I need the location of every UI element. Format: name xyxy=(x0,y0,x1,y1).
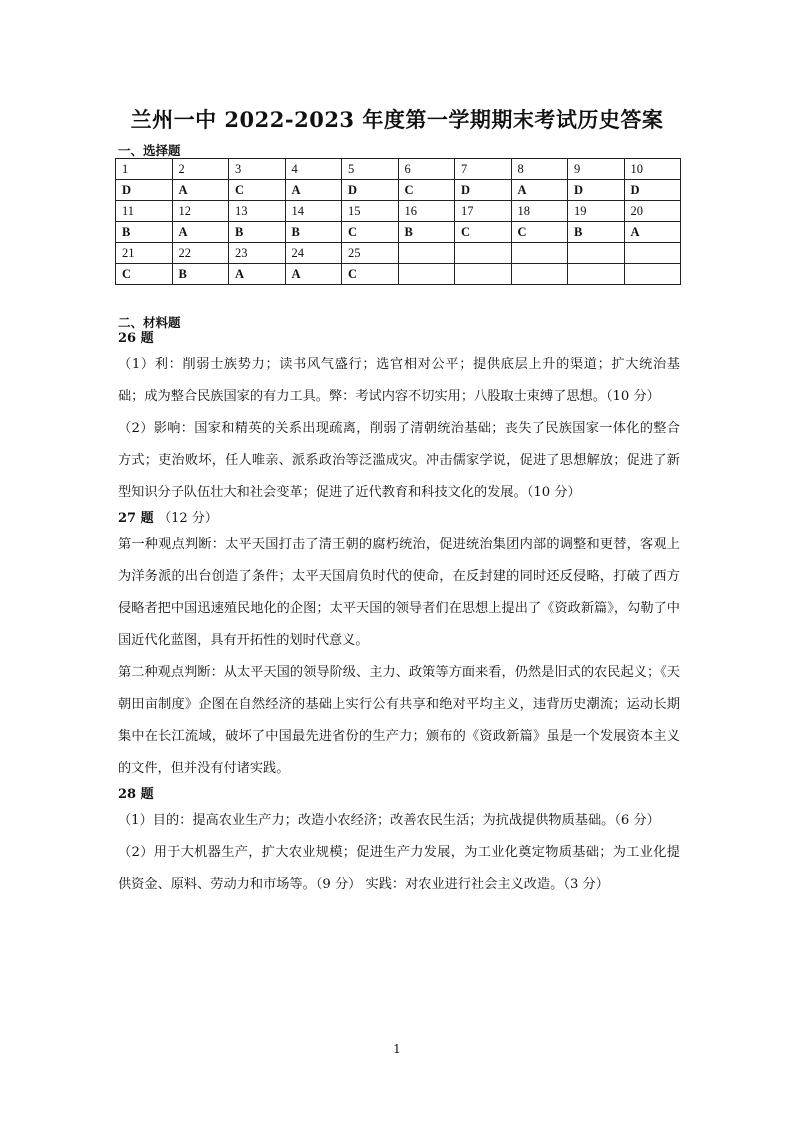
answer-row xyxy=(116,264,681,285)
question-number-cell: 3 xyxy=(229,159,286,180)
answer-cell: A xyxy=(285,180,342,201)
answer-cell: C xyxy=(455,222,512,243)
answer-cell: A xyxy=(172,222,229,243)
answer-cell xyxy=(624,264,681,285)
question-number-cell: 10 xyxy=(624,159,681,180)
question-number-cell: 1 xyxy=(116,159,173,180)
answer-cell: B xyxy=(229,222,286,243)
question-28-heading: 28 题 xyxy=(118,787,154,802)
question-number-cell: 12 xyxy=(172,201,229,222)
answer-cell: C xyxy=(511,222,568,243)
answer-cell: D xyxy=(568,180,625,201)
question-number-cell: 7 xyxy=(455,159,512,180)
answer-cell: B xyxy=(285,222,342,243)
answer-cell: C xyxy=(398,180,455,201)
question-number-cell: 13 xyxy=(229,201,286,222)
number-row xyxy=(116,243,681,264)
answer-table xyxy=(115,158,681,285)
question-number-cell: 16 xyxy=(398,201,455,222)
question-number-cell: 15 xyxy=(342,201,399,222)
page-title: 兰州一中 2022-2023 年度第一学期期末考试历史答案 xyxy=(130,107,664,132)
number-row xyxy=(116,201,681,222)
question-number-cell: 25 xyxy=(342,243,399,264)
answer-row xyxy=(116,180,681,201)
question-number-cell: 20 xyxy=(624,201,681,222)
question-27-points: （12 分） xyxy=(158,511,218,526)
answer-cell: D xyxy=(624,180,681,201)
question-number-cell xyxy=(455,243,512,264)
question-number-cell: 9 xyxy=(568,159,625,180)
question-number-cell: 21 xyxy=(116,243,173,264)
question-number-cell: 18 xyxy=(511,201,568,222)
question-number-cell: 5 xyxy=(342,159,399,180)
page-number: 1 xyxy=(393,1042,401,1056)
question-26-part-2: （2）影响：国家和精英的关系出现疏离，削弱了清朝统治基础；丧失了民族国家一体化的整合方式；吏治败坏，任人唯亲、派系政治等泛滥成灾。冲击儒家学说，促进了思想解放；促进了新型知识分子队伍壮大和社会变革；促进了近代教育和科技文化的发展。（10 分） xyxy=(118,421,680,500)
answer-cell: C xyxy=(116,264,173,285)
question-number-cell: 11 xyxy=(116,201,173,222)
answer-cell: D xyxy=(342,180,399,201)
question-26-part-1: （1）利：削弱士族势力；读书风气盛行；选官相对公平；提供底层上升的渠道；扩大统治基础；成为整合民族国家的有力工具。弊：考试内容不切实用；八股取士束缚了思想。（10 分） xyxy=(118,357,680,404)
number-row xyxy=(116,159,681,180)
answer-cell: C xyxy=(342,264,399,285)
question-number-cell: 8 xyxy=(511,159,568,180)
answer-cell: A xyxy=(229,264,286,285)
question-number-cell: 19 xyxy=(568,201,625,222)
question-number-cell: 2 xyxy=(172,159,229,180)
answer-cell xyxy=(398,264,455,285)
question-number-cell: 17 xyxy=(455,201,512,222)
question-number-cell xyxy=(624,243,681,264)
question-number-cell: 22 xyxy=(172,243,229,264)
answer-cell: D xyxy=(116,180,173,201)
question-27-view-1: 第一种观点判断：太平天国打击了清王朝的腐朽统治，促进统治集团内部的调整和更替，客观上为洋务派的出台创造了条件；太平天国肩负时代的使命，在反封建的同时还反侵略，打破了西方侵略者把中国迅速殖民地化的企图；太平天国的领导者们在思想上提出了《资政新篇》，勾勒了中国近代化蓝图，具有开拓性的划时代意义。 xyxy=(118,537,680,648)
answer-cell: C xyxy=(342,222,399,243)
answer-cell xyxy=(511,264,568,285)
answer-row xyxy=(116,222,681,243)
question-27-heading xyxy=(118,509,680,529)
answer-cell: B xyxy=(172,264,229,285)
question-number-cell xyxy=(511,243,568,264)
answer-cell: B xyxy=(116,222,173,243)
answer-cell: B xyxy=(568,222,625,243)
answer-cell: D xyxy=(455,180,512,201)
answer-cell: B xyxy=(398,222,455,243)
question-number-cell xyxy=(568,243,625,264)
answer-cell: A xyxy=(511,180,568,201)
question-number-cell: 14 xyxy=(285,201,342,222)
answer-cell: A xyxy=(172,180,229,201)
question-27-view-2: 第二种观点判断：从太平天国的领导阶级、主力、政策等方面来看，仍然是旧式的农民起义；《天朝田亩制度》企图在自然经济的基础上实行公有共享和绝对平均主义，违背历史潮流；运动长期集中在长江流域，破坏了中国最先进省份的生产力；颁布的《资政新篇》虽是一个发展资本主义的文件，但并没有付诸实践。 xyxy=(118,665,680,776)
question-number-cell: 4 xyxy=(285,159,342,180)
answer-cell xyxy=(568,264,625,285)
answer-cell: C xyxy=(229,180,286,201)
question-number-cell: 24 xyxy=(285,243,342,264)
section-heading-material: 二、材料题 xyxy=(118,315,181,330)
question-27-label: 27 题 xyxy=(118,511,154,526)
answer-cell xyxy=(455,264,512,285)
answer-cell: A xyxy=(285,264,342,285)
question-number-cell: 6 xyxy=(398,159,455,180)
question-28-part-2: （2）用于大机器生产，扩大农业规模；促进生产力发展，为工业化奠定物质基础；为工业化提供资金、原料、劳动力和市场等。（9 分） 实践：对农业进行社会主义改造。（3 分） xyxy=(118,845,680,892)
section-heading-choice: 一、选择题 xyxy=(118,143,181,158)
question-26-heading: 26 题 xyxy=(118,331,154,346)
question-28-part-1: （1）目的：提高农业生产力；改造小农经济；改善农民生活；为抗战提供物质基础。（6 分） xyxy=(118,813,660,828)
answer-cell: A xyxy=(624,222,681,243)
material-answers xyxy=(118,329,680,901)
question-number-cell xyxy=(398,243,455,264)
question-number-cell: 23 xyxy=(229,243,286,264)
